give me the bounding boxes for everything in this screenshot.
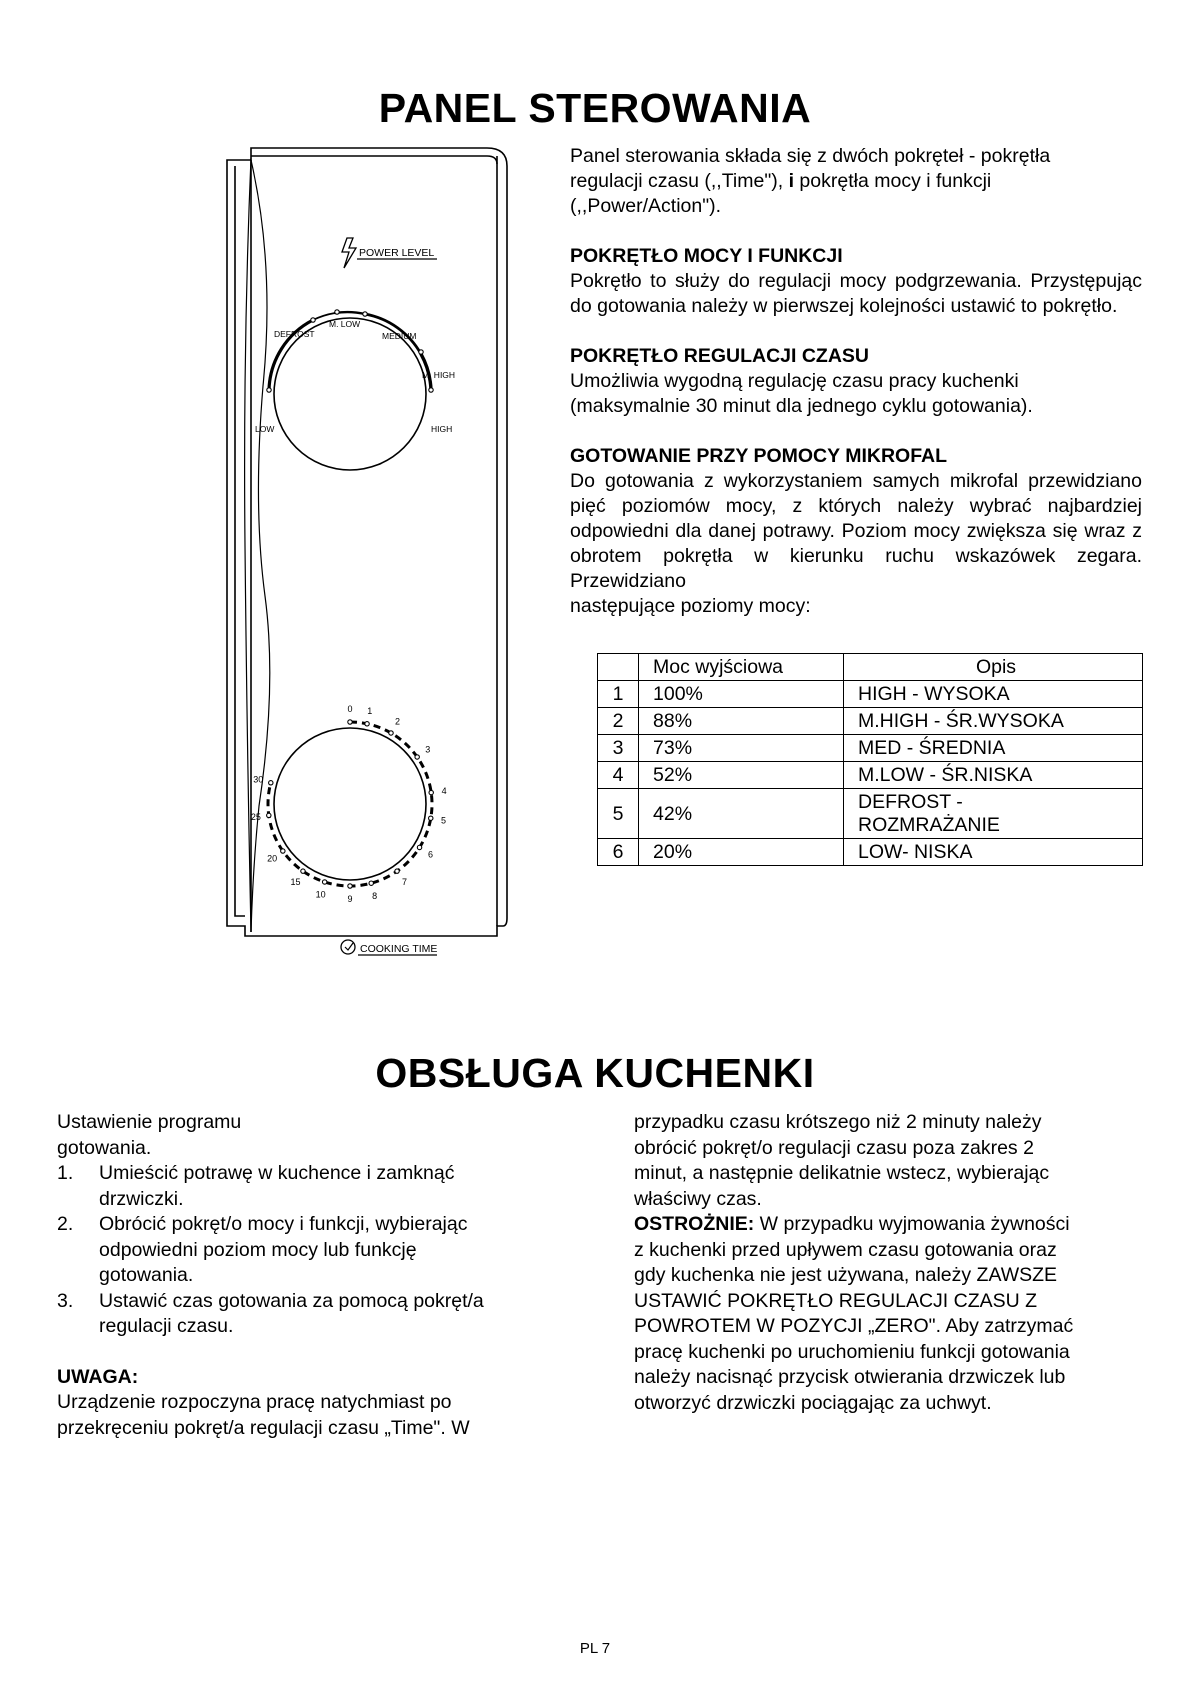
microwave-section: GOTOWANIE PRZY POMOCY MIKROFAL Do gotowania z wykorzystaniem samych mikrofal przewidziano pięć poziomów mocy, z których należy wybrać najbardziej odpowiedni dla danej potrawy. Poziom mocy zwiększa się wraz z obrotem pokrętła w kierunku ruchu wskazówek zegara. Przewidziano następujące poziomy mocy: bbox=[570, 445, 1142, 617]
power-mark-mhigh: M. HIGH bbox=[422, 370, 456, 380]
time-knob-section: POKRĘTŁO REGULACJI CZASU Umożliwia wygodną regulację czasu pracy kuchenki (maksymalnie 30 minut dla jednego cyklu gotowania). bbox=[570, 344, 1142, 419]
timer-mark-label: 4 bbox=[441, 785, 447, 796]
timer-mark-label: 1 bbox=[367, 706, 373, 717]
timer-mark-dot bbox=[269, 781, 273, 785]
power-mark-medium: MEDIUM bbox=[382, 331, 417, 341]
power-mark-defrost: DEFROST bbox=[274, 329, 315, 339]
caution-paragraph: OSTROŻNIE: W przypadku wyjmowania żywności bbox=[634, 1213, 1070, 1235]
timer-mark-dot bbox=[395, 869, 399, 873]
operation-right-column: przypadku czasu krótszego niż 2 minuty należy obrócić pokręt/o regulacji czasu poza zakres 2 minut, a następnie delikatnie wstecz, wybierając właściwy czas. OSTROŻNIE: W przypadku wyjmowania żywności z kuchenki przed upływem czasu gotowania oraz gdy kuchenka nie jest używana, należy ZAWSZE USTAWIĆ POKRĘTŁO REGULACJI CZASU Z POWROTEM W POZYCJI „ZERO". Aby zatrzymać pracę kuchenki po uruchomieniu funkcji gotowania należy nacisnąć przycisk otwierania drzwiczek lub otworzyć drzwiczki pociągając za uchwyt. bbox=[634, 1110, 1144, 1416]
clock-icon bbox=[341, 940, 355, 954]
table-row: 3 73% MED - ŚREDNIA bbox=[598, 735, 1143, 762]
timer-mark-dot bbox=[429, 816, 433, 820]
power-levels-table bbox=[597, 653, 1143, 866]
timer-mark-dot bbox=[348, 884, 352, 888]
timer-mark-dot bbox=[267, 813, 271, 817]
microwave-heading: GOTOWANIE PRZY POMOCY MIKROFAL bbox=[570, 445, 948, 467]
list-item: 1. Umieścić potrawę w kuchence i zamknąć drzwiczki. bbox=[57, 1162, 455, 1210]
timer-mark-dot bbox=[348, 720, 352, 724]
timer-mark-label: 25 bbox=[250, 812, 261, 823]
timer-mark-label: 30 bbox=[253, 774, 264, 785]
timer-mark-label: 15 bbox=[290, 876, 301, 887]
caution-label: OSTROŻNIE: bbox=[634, 1213, 755, 1235]
timer-mark-label: 20 bbox=[267, 853, 278, 864]
timer-mark-dot bbox=[389, 731, 393, 735]
timer-mark-label: 3 bbox=[425, 744, 431, 755]
control-panel-illustration bbox=[225, 146, 515, 955]
control-panel-description bbox=[570, 144, 1142, 619]
timer-mark-label: 5 bbox=[441, 815, 447, 826]
section-title-control-panel: PANEL STEROWANIA bbox=[378, 85, 812, 131]
table-header-row bbox=[598, 654, 1143, 681]
time-knob-heading: POKRĘTŁO REGULACJI CZASU bbox=[570, 345, 870, 367]
power-mark-high: HIGH bbox=[431, 424, 453, 434]
table-row: 5 42% DEFROST - ROZMRAŻANIE bbox=[598, 789, 1143, 839]
power-knob-text: Pokrętło to służy do regulacji mocy podgrzewania. Przystępując do gotowania należy w pierwszej kolejności ustawić to pokrętło. bbox=[570, 270, 1142, 317]
microwave-text: Do gotowania z wykorzystaniem samych mikrofal przewidziano pięć poziomów mocy, z których należy wybrać najbardziej odpowiedni dla danej potrawy. Poziom mocy zwiększa się wraz z obrotem pokrętła w kierunku ruchu wskazówek zegara. Przewidziano bbox=[570, 470, 1142, 592]
table-row: 6 20% LOW- NISKA bbox=[598, 839, 1143, 866]
lightning-icon bbox=[342, 238, 356, 268]
operation-left-column: Ustawienie programu gotowania. 1. Umieścić potrawę w kuchence i zamknąć drzwiczki. 2. Obrócić pokręt/o mocy i funkcji, wybierając odpowiedni poziom mocy lub funkcję gotowania. 3. Ustawić czas gotowania za pomocą pokręt/a regulacji czasu. UWAGA: Urządzenie rozpoczyna pracę natychmiast po przekręceniu pokręt/a regulacji czasu „Time". W bbox=[57, 1110, 547, 1441]
timer-mark-dot bbox=[322, 880, 326, 884]
table-row: 2 88% M.HIGH - ŚR.WYSOKA bbox=[598, 708, 1143, 735]
column-header-output: Moc wyjściowa bbox=[639, 654, 844, 681]
column-header-description: Opis bbox=[844, 654, 1143, 681]
timer-mark-label: 0 bbox=[347, 704, 353, 714]
timer-mark-label: 9 bbox=[347, 894, 353, 904]
power-knob-heading: POKRĘTŁO MOCY I FUNKCJI bbox=[570, 245, 843, 267]
timer-mark-dot bbox=[301, 869, 305, 873]
timer-knob[interactable] bbox=[274, 728, 426, 880]
cooking-time-label: COOKING TIME bbox=[360, 943, 438, 955]
table-row: 4 52% M.LOW - ŚR.NISKA bbox=[598, 762, 1143, 789]
list-item: 3. Ustawić czas gotowania za pomocą pokręt/a regulacji czasu. bbox=[57, 1289, 484, 1337]
timer-mark-dot bbox=[369, 881, 373, 885]
timer-mark-label: 6 bbox=[428, 849, 434, 860]
power-mark-mlow: M. LOW bbox=[329, 319, 361, 329]
timer-scale bbox=[251, 704, 447, 904]
power-mark-low: LOW bbox=[255, 424, 275, 434]
timer-mark-dot bbox=[417, 845, 421, 849]
timer-mark-label: 8 bbox=[372, 890, 378, 901]
steps-list bbox=[57, 1161, 547, 1340]
timer-mark-label: 2 bbox=[394, 716, 401, 727]
power-knob-section bbox=[570, 244, 1142, 319]
timer-mark-dot bbox=[365, 722, 369, 726]
list-item: 2. Obrócić pokręt/o mocy i funkcji, wybierając odpowiedni poziom mocy lub funkcję gotowania. bbox=[57, 1213, 468, 1286]
timer-mark-dot bbox=[415, 755, 419, 759]
table-row: 1 100% HIGH - WYSOKA bbox=[598, 681, 1143, 708]
timer-mark-dot bbox=[281, 849, 285, 853]
page-number: PL 7 bbox=[579, 1640, 611, 1657]
timer-scale-arc bbox=[268, 722, 432, 886]
timer-mark-label: 7 bbox=[401, 876, 407, 887]
timer-mark-label: 10 bbox=[315, 889, 326, 900]
note-heading: UWAGA: bbox=[57, 1365, 139, 1388]
power-level-label: POWER LEVEL bbox=[359, 247, 435, 259]
intro-paragraph: Panel sterowania składa się z dwóch pokręteł - pokrętła regulacji czasu (,,Time"), i pokrętła mocy i funkcji (,,Power/Action"). bbox=[570, 145, 1051, 217]
timer-mark-dot bbox=[429, 790, 433, 794]
section-title-operation: OBSŁUGA KUCHENKI bbox=[375, 1050, 815, 1096]
